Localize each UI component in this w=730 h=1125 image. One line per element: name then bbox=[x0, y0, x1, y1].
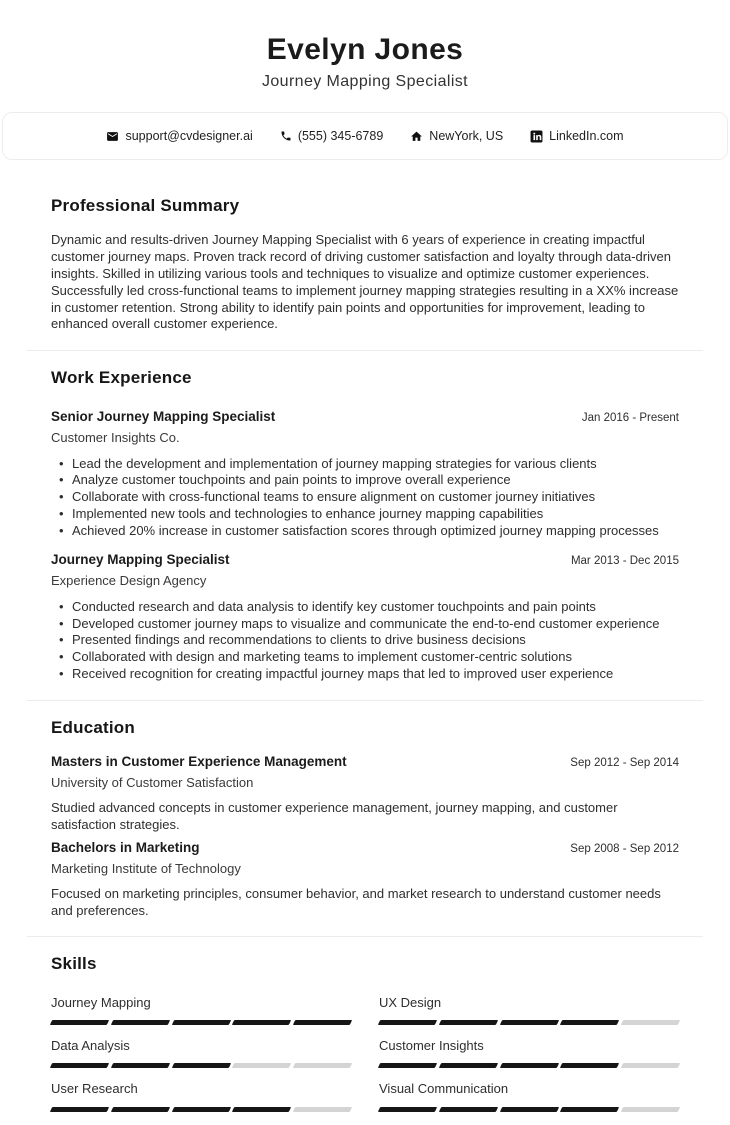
skill-segment-filled bbox=[111, 1107, 170, 1112]
job-dates: Jan 2016 - Present bbox=[581, 411, 679, 424]
skill-item bbox=[51, 1081, 351, 1111]
skill-level-bar bbox=[379, 1063, 679, 1068]
education-entry bbox=[51, 753, 679, 833]
contact-bar bbox=[2, 112, 728, 160]
education-dates: Sep 2008 - Sep 2012 bbox=[570, 843, 679, 856]
linkedin-icon bbox=[530, 130, 543, 143]
skill-name: Customer Insights bbox=[379, 1038, 484, 1053]
skill-name: Journey Mapping bbox=[51, 994, 151, 1010]
job-title: Senior Journey Mapping Specialist bbox=[51, 408, 276, 424]
section-skills bbox=[51, 954, 679, 1124]
skill-segment-filled bbox=[560, 1107, 619, 1112]
job-bullet: • Implemented new tools and technologies to enhance journey mapping capabilities bbox=[51, 506, 679, 523]
skill-level-bar bbox=[51, 1107, 351, 1112]
job-bullet: • Developed customer journey maps to visualize and communicate the end-to-end customer experience bbox=[51, 616, 679, 633]
job-header bbox=[51, 408, 679, 426]
education-school: Marketing Institute of Technology bbox=[51, 861, 241, 877]
contact-location-text: NewYork, US bbox=[429, 129, 504, 143]
education-description: Focused on marketing principles, consumer behavior, and market research to understand customer needs and preferences. bbox=[51, 886, 661, 919]
job-title: Journey Mapping Specialist bbox=[51, 551, 230, 567]
job-company: Customer Insights Co. bbox=[51, 429, 180, 445]
skill-segment-filled bbox=[111, 1063, 170, 1068]
skill-segment-filled bbox=[171, 1063, 230, 1068]
skill-segment-empty bbox=[293, 1107, 352, 1112]
section-divider bbox=[27, 350, 703, 351]
job-bullet: • Achieved 20% increase in customer satisfaction scores through optimized journey mapping processes bbox=[51, 523, 679, 540]
job-header bbox=[51, 551, 679, 569]
skill-level-bar bbox=[51, 1020, 351, 1025]
contact-location bbox=[410, 129, 503, 143]
skill-segment-filled bbox=[560, 1063, 619, 1068]
skill-name: UX Design bbox=[379, 994, 442, 1010]
skill-segment-empty bbox=[621, 1020, 680, 1025]
skill-level-bar bbox=[51, 1063, 351, 1068]
job-bullet: • Analyze customer touchpoints and pain points to improve overall experience bbox=[51, 472, 679, 489]
skill-name: User Research bbox=[51, 1081, 138, 1097]
skill-item bbox=[379, 995, 679, 1025]
skill-segment-filled bbox=[293, 1020, 352, 1025]
education-header bbox=[51, 753, 679, 771]
education-school: University of Customer Satisfaction bbox=[51, 775, 254, 791]
job-dates: Mar 2013 - Dec 2015 bbox=[570, 554, 679, 567]
contact-email bbox=[106, 129, 252, 143]
job-bullet-list bbox=[51, 599, 679, 683]
contact-linkedin bbox=[530, 129, 623, 143]
skill-segment-empty bbox=[621, 1063, 680, 1068]
section-work-experience bbox=[51, 368, 679, 683]
skill-segment-filled bbox=[378, 1020, 437, 1025]
section-summary bbox=[51, 196, 679, 333]
skill-segment-empty bbox=[232, 1063, 291, 1068]
candidate-title: Journey Mapping Specialist bbox=[261, 73, 469, 90]
skill-segment-filled bbox=[378, 1063, 437, 1068]
skill-level-bar bbox=[379, 1020, 679, 1025]
skill-segment-filled bbox=[499, 1063, 558, 1068]
summary-text: Dynamic and results-driven Journey Mapping Specialist with 6 years of experience in creating impactful customer journey maps. Proven track record of driving customer satisfaction and loyalty through data-driven insights. Skilled in utilizing various tools and techniques to visualize and optimize customer experiences. Successfully led cross-functional teams to implement journey mapping strategies resulting in a XX% increase in customer retention. Strong ability to identify pain points and opportunities for improvement, leading to enhanced overall customer experience. bbox=[51, 232, 679, 332]
summary-heading: Professional Summary bbox=[51, 196, 240, 215]
skill-segment-empty bbox=[293, 1063, 352, 1068]
skill-segment-filled bbox=[111, 1020, 170, 1025]
education-degree: Masters in Customer Experience Management bbox=[51, 754, 347, 770]
skill-segment-filled bbox=[50, 1107, 109, 1112]
skill-segment-filled bbox=[499, 1020, 558, 1025]
skills-grid bbox=[51, 995, 679, 1125]
skill-segment-filled bbox=[171, 1107, 230, 1112]
candidate-name: Evelyn Jones bbox=[266, 33, 464, 66]
education-entry bbox=[51, 839, 679, 919]
job-bullet: • Collaborate with cross-functional teams to ensure alignment on customer journey initiatives bbox=[51, 489, 679, 506]
job-company: Experience Design Agency bbox=[51, 572, 207, 588]
skill-segment-filled bbox=[232, 1020, 291, 1025]
job-bullet: • Conducted research and data analysis to identify key customer touchpoints and pain points bbox=[51, 599, 679, 616]
job-bullet: • Lead the development and implementation of journey mapping strategies for various clients bbox=[51, 456, 679, 473]
skill-item bbox=[379, 1038, 679, 1068]
skill-name: Data Analysis bbox=[51, 1038, 130, 1053]
skill-segment-empty bbox=[621, 1107, 680, 1112]
job-bullet: • Received recognition for creating impactful journey maps that led to improved user experience bbox=[51, 666, 679, 683]
contact-phone bbox=[280, 129, 383, 143]
skill-segment-filled bbox=[50, 1020, 109, 1025]
section-divider bbox=[27, 700, 703, 701]
section-education bbox=[51, 718, 679, 920]
education-dates: Sep 2012 - Sep 2014 bbox=[570, 757, 679, 770]
skill-segment-filled bbox=[560, 1020, 619, 1025]
job-bullet: • Collaborated with design and marketing teams to implement customer-centric solutions bbox=[51, 649, 679, 666]
home-icon bbox=[410, 130, 423, 143]
skill-segment-filled bbox=[499, 1107, 558, 1112]
skill-level-bar bbox=[379, 1107, 679, 1112]
contact-email-text: support@cvdesigner.ai bbox=[125, 129, 253, 143]
skill-segment-filled bbox=[439, 1063, 498, 1068]
skill-item bbox=[51, 995, 351, 1025]
skill-item bbox=[51, 1038, 351, 1068]
education-description: Studied advanced concepts in customer experience management, journey mapping, and customer satisfaction strategies. bbox=[51, 800, 618, 833]
job-entry bbox=[51, 551, 679, 683]
education-degree: Bachelors in Marketing bbox=[51, 840, 200, 856]
education-header bbox=[51, 839, 679, 857]
section-divider bbox=[27, 936, 703, 937]
job-bullet-list bbox=[51, 456, 679, 540]
resume-body bbox=[0, 196, 730, 1125]
mail-icon bbox=[106, 130, 119, 143]
skill-segment-filled bbox=[439, 1107, 498, 1112]
job-entry bbox=[51, 408, 679, 540]
skill-item bbox=[379, 1081, 679, 1111]
phone-icon bbox=[280, 130, 292, 142]
job-bullet: • Presented findings and recommendations to clients to drive business decisions bbox=[51, 632, 679, 649]
skill-segment-filled bbox=[171, 1020, 230, 1025]
education-heading: Education bbox=[51, 717, 135, 737]
contact-phone-text: (555) 345-6789 bbox=[297, 129, 384, 143]
skill-segment-filled bbox=[232, 1107, 291, 1112]
skill-name: Visual Communication bbox=[379, 1081, 509, 1097]
skill-segment-filled bbox=[378, 1107, 437, 1112]
work-heading: Work Experience bbox=[51, 368, 192, 388]
skills-heading: Skills bbox=[51, 954, 97, 974]
skill-segment-filled bbox=[439, 1020, 498, 1025]
skill-segment-filled bbox=[50, 1063, 109, 1068]
contact-linkedin-text: LinkedIn.com bbox=[549, 129, 624, 143]
